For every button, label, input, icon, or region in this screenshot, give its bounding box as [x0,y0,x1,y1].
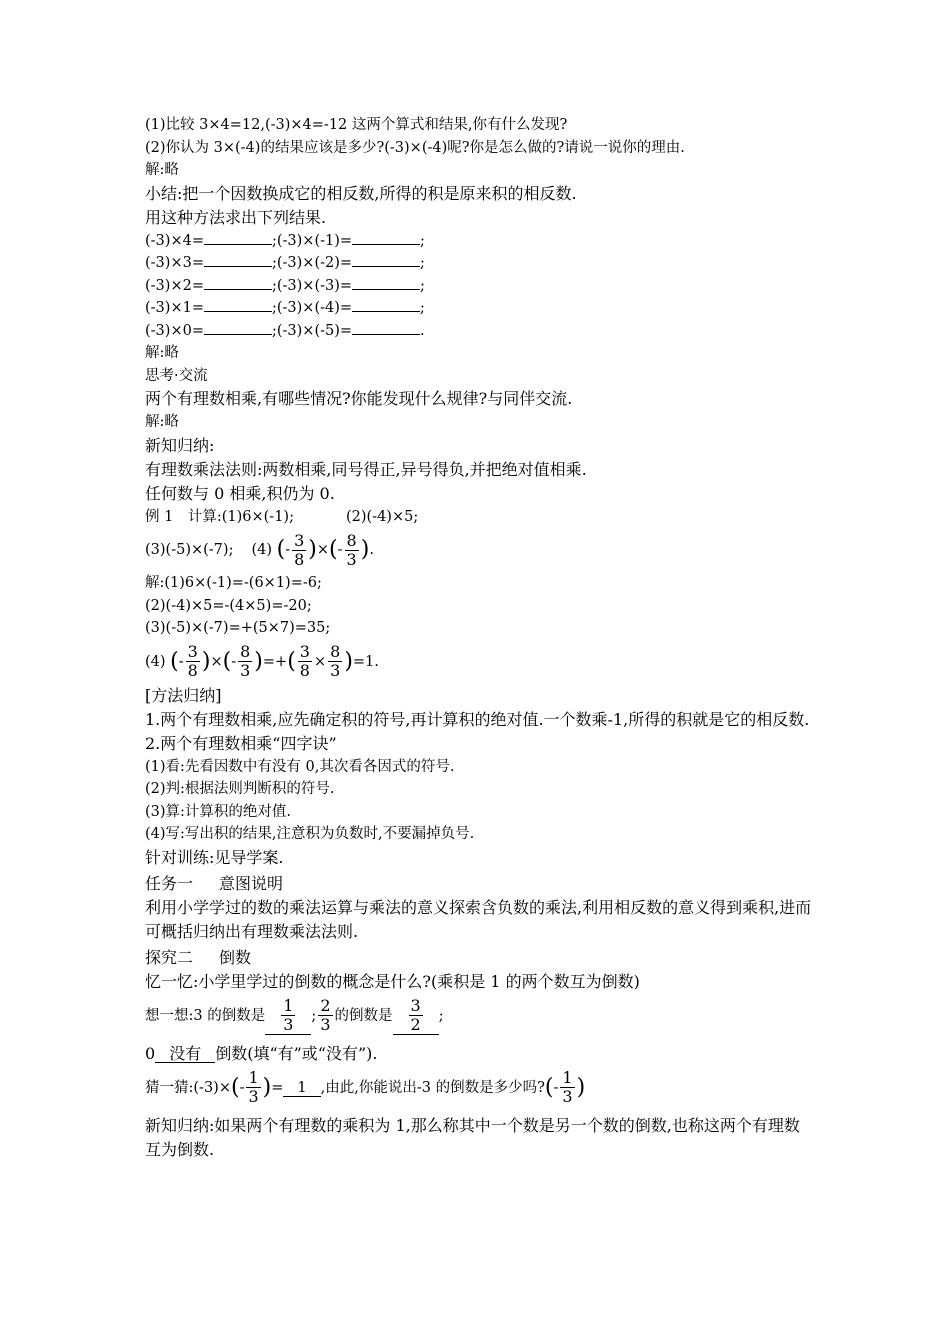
method-title: [方法归纳] [145,685,222,705]
fraction: $\frac{3}{8}$ [299,642,310,680]
guess-reciprocal: 猜一猜:(-3)×(- $\frac{1}{3}$ )= 1 ,由此,你能说出-3 的倒数是多少吗?(- $\frac{1}{3}$ ) [145,1068,586,1106]
solution-4: (4) (- $\frac{3}{8}$ )×(- $\frac{8}{3}$ )=+( $\frac{3}{8}$ × $\frac{8}{3}$ )=1. [145,642,379,680]
method-point-1: 1.两个有理数相乘,应先确定积的符号,再计算积的绝对值.一个数乘-1,所得的积就是它的相反数. [145,709,810,729]
answer-blank[interactable] [393,997,439,1035]
recall-question: 忆一忆:小学里学过的倒数的概念是什么?(乘积是 1 的两个数互为倒数) [145,971,640,991]
solution-1: 解:(1)6×(-1)=-(6×1)=-6; [145,575,322,591]
task1-heading: 任务一 意图说明 [145,873,284,893]
answer-blank[interactable] [265,997,311,1035]
reciprocal-definition: 新知归纳:如果两个有理数的乘积为 1,那么称其中一个数是另一个数的倒数,也称这两个有理数互为倒数. [145,1115,800,1159]
question-2: (2)你认为 3×(-4)的结果应该是多少?(-3)×(-4)呢?你是怎么做的?请说一说你的理由. [145,139,685,156]
document-page [145,114,815,1162]
summary: 小结:把一个因数换成它的相反数,所得的积是原来积的相反数. [145,183,577,203]
explore2-heading: 探究二 倒数 [145,947,252,967]
answer-blank[interactable] [352,275,420,290]
answer-blank[interactable] [352,252,420,267]
answer-blank[interactable] [352,230,420,245]
zero-rule: 任何数与 0 相乘,积仍为 0. [145,483,335,503]
exercise-row: (-3)×0= ;(-3)×(-5)= . [145,320,815,343]
answer-omitted: 解:略 [145,414,179,430]
fraction: $\frac{1}{3}$ [248,1068,259,1106]
method-step-compute: (3)算:计算积的绝对值. [145,803,292,820]
exercise-list [145,230,815,343]
exercise-row: (-3)×3= ;(-3)×(-2)= ; [145,252,815,275]
fraction: $\frac{8}{3}$ [346,530,357,569]
task1-text: 利用小学学过的数的乘法运算与乘法的意义探索含负数的乘法,利用相反数的意义得到乘积,进而可概括归纳出有理数乘法法则. [145,897,812,941]
answer-blank[interactable]: 没有 [155,1046,215,1063]
example-line-2: (3)(-5)×(-7); (4) (- $\frac{3}{8}$ )×(- $\frac{8}{3}$ ). [145,530,374,569]
example-line-1: 例 1 计算:(1)6×(-1); (2)(-4)×5; [145,508,419,525]
answer-omitted: 解:略 [145,162,179,178]
fraction: $\frac{8}{3}$ [330,642,341,680]
method-step-look: (1)看:先看因数中有没有 0,其次看各因式的符号. [145,758,455,775]
fraction: $\frac{3}{8}$ [187,642,198,680]
exercise-row: (-3)×1= ;(-3)×(-4)= ; [145,297,815,320]
think-text: 两个有理数相乘,有哪些情况?你能发现什么规律?与同伴交流. [145,389,573,408]
answer-blank[interactable] [352,297,420,312]
answer-blank[interactable] [204,320,272,335]
exercise-row: (-3)×2= ;(-3)×(-3)= ; [145,275,815,298]
method-instruction: 用这种方法求出下列结果. [145,207,327,227]
answer-omitted: 解:略 [145,345,179,361]
answer-blank[interactable] [204,230,272,245]
practice-note: 针对训练:见导学案. [145,847,284,867]
think-reciprocal: 想一想:3 的倒数是 $\frac{1}{3}$ ; $\frac{2}{3}$ 的倒数是 $\frac{3}{2}$ ; [145,996,444,1034]
method-step-write: (4)写:写出积的结果,注意积为负数时,不要漏掉负号. [145,826,475,842]
answer-blank[interactable] [204,275,272,290]
zero-reciprocal: 0 没有 倒数(填“有”或“没有”). [145,1043,378,1063]
answer-blank[interactable] [204,252,272,267]
fraction: $\frac{1}{3}$ [562,1068,573,1106]
answer-blank[interactable]: 1 [283,1080,320,1097]
fraction: $\frac{3}{8}$ [294,530,305,569]
fraction: $\frac{1}{3}$ [283,996,294,1034]
question-1: (1)比较 3×4=12,(-3)×4=-12 这两个算式和结果,你有什么发现? [145,117,568,133]
fraction: $\frac{2}{3}$ [320,996,331,1034]
fraction: $\frac{8}{3}$ [240,642,251,680]
solution-2: (2)(-4)×5=-(4×5)=-20; [145,597,312,614]
rule-title: 新知归纳: [145,435,215,455]
think-title: 思考·交流 [145,367,208,384]
exercise-row: (-3)×4= ;(-3)×(-1)= ; [145,230,815,253]
answer-blank[interactable] [204,297,272,312]
multiplication-rule: 有理数乘法法则:两数相乘,同号得正,异号得负,并把绝对值相乘. [145,459,587,479]
solution-3: (3)(-5)×(-7)=+(5×7)=35; [145,620,331,636]
method-point-2: 2.两个有理数相乘“四字诀” [145,733,337,753]
answer-blank[interactable] [352,320,420,335]
fraction: $\frac{3}{2}$ [410,996,421,1034]
method-step-judge: (2)判:根据法则判断积的符号. [145,781,335,797]
